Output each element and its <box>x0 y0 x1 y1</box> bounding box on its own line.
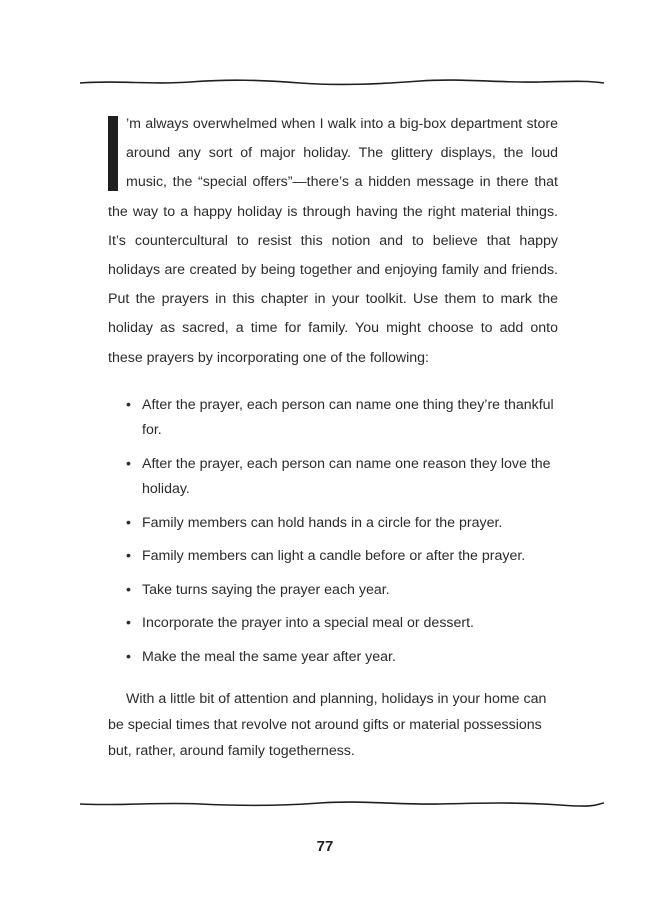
list-item <box>108 393 558 444</box>
drop-cap <box>108 116 118 191</box>
list-item-text: Incorporate the prayer into a special meal or dessert. <box>142 615 474 632</box>
page-number: 77 <box>316 838 334 855</box>
list-item-text: Take turns saying the prayer each year. <box>142 581 390 598</box>
bullet-marker: • <box>126 514 131 531</box>
list-item-text: Family members can light a candle before or after the prayer. <box>142 548 526 565</box>
bullet-marker: • <box>126 615 131 632</box>
bullet-marker: • <box>126 548 131 565</box>
intro-paragraph <box>108 110 558 373</box>
suggestion-list <box>108 393 558 671</box>
page-body <box>108 110 558 779</box>
bullet-marker: • <box>126 581 131 598</box>
bottom-rule <box>80 799 604 809</box>
list-item-text: After the prayer, each person can name one reason they love the holiday. <box>142 455 551 498</box>
list-item-text: After the prayer, each person can name one thing they’re thankful for. <box>142 396 554 439</box>
closing-paragraph: With a little bit of attention and planning, holidays in your home can be special times that revolve not around gifts or material possessions but, rather, around family togetherness. <box>108 691 547 760</box>
list-item <box>108 645 558 671</box>
list-item <box>108 544 558 570</box>
bullet-marker: • <box>126 396 131 413</box>
list-item <box>108 452 558 503</box>
list-item <box>108 511 558 537</box>
list-item-text: Make the meal the same year after year. <box>142 648 396 665</box>
bullet-marker: • <box>126 455 131 472</box>
drop-cap-letter <box>126 110 127 111</box>
top-rule <box>80 77 604 87</box>
intro-text: ’m always overwhelmed when I walk into a big-box department store around any sort of major holiday. The glittery displays, the loud music, the “special offers”—there’s a hidden message in there that the way to a happy holiday is through having the right material things. It’s countercultural to resist this notion and to believe that happy holidays are created by being together and enjoying family and friends. Put the prayers in this chapter in your toolkit. Use them to mark the holiday as sacred, a time for family. You might choose to add onto these prayers by incorporating one of the following: <box>108 116 558 366</box>
list-item-text: Family members can hold hands in a circle for the prayer. <box>142 514 503 531</box>
bullet-marker: • <box>126 648 131 665</box>
list-item <box>108 578 558 604</box>
list-item <box>108 611 558 637</box>
